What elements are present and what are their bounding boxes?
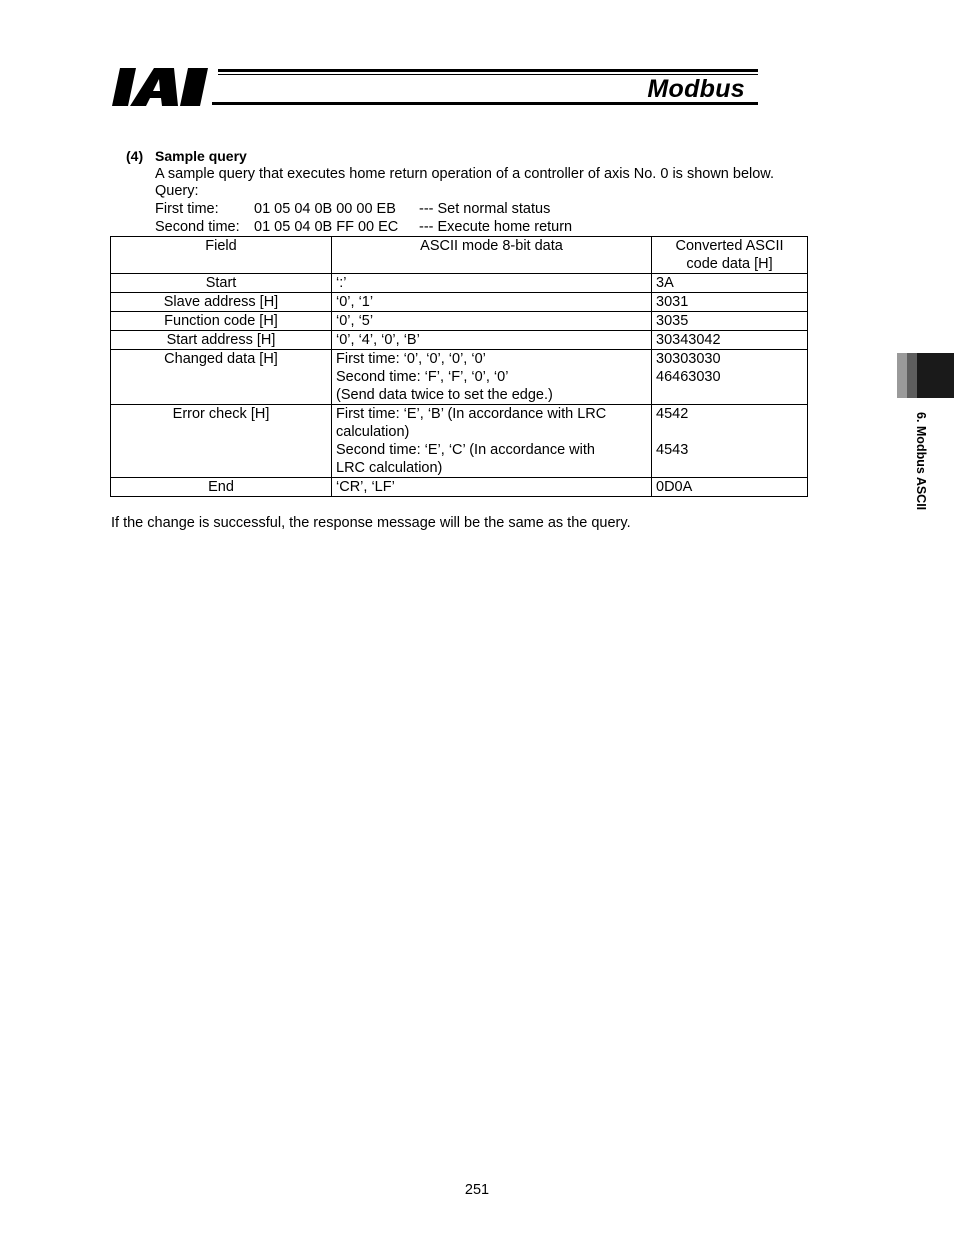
cell-field: Slave address [H] [111, 293, 332, 312]
table-row [111, 274, 808, 293]
query-first-label: First time: [155, 201, 219, 217]
query-first-note: --- Set normal status [419, 201, 551, 217]
header-field: Field [111, 237, 332, 274]
table-row [111, 350, 808, 405]
table-row [111, 331, 808, 350]
query-table [110, 236, 808, 497]
section-title: Sample query [155, 148, 247, 164]
table-header-row [111, 237, 808, 274]
header-rule-top [218, 69, 758, 72]
cell-converted: 30343042 [652, 331, 808, 350]
query-second-label: Second time: [155, 219, 240, 235]
cell-converted: 30303030 46463030 [652, 350, 808, 405]
cell-field: Changed data [H] [111, 350, 332, 405]
cell-converted: 3035 [652, 312, 808, 331]
cell-converted: 3031 [652, 293, 808, 312]
query-second-note: --- Execute home return [419, 219, 573, 235]
header-ascii: ASCII mode 8-bit data [332, 237, 652, 274]
chapter-tab [897, 353, 954, 398]
cell-ascii: ‘0’, ‘1’ [332, 293, 652, 312]
header-title: Modbus [647, 75, 745, 103]
table-row [111, 293, 808, 312]
response-note: If the change is successful, the response message will be the same as the query. [111, 515, 631, 531]
cell-field: Function code [H] [111, 312, 332, 331]
cell-converted: 3A [652, 274, 808, 293]
header-converted: Converted ASCII code data [H] [652, 237, 808, 274]
cell-ascii: ‘CR’, ‘LF’ [332, 478, 652, 497]
query-label: Query: [155, 183, 199, 199]
page-number: 251 [464, 1182, 490, 1198]
query-second-code: 01 05 04 0B FF 00 EC [254, 219, 399, 235]
cell-ascii: ‘0’, ‘5’ [332, 312, 652, 331]
section-description: A sample query that executes home return operation of a controller of axis No. 0 is shown below. [155, 166, 775, 182]
cell-field: Start [111, 274, 332, 293]
cell-field: Start address [H] [111, 331, 332, 350]
table-row [111, 478, 808, 497]
cell-field: End [111, 478, 332, 497]
iai-logo [112, 66, 216, 108]
cell-ascii: ‘0’, ‘4’, ‘0’, ‘B’ [332, 331, 652, 350]
chapter-tab-label: 6. Modbus ASCII [914, 412, 928, 511]
table-row [111, 405, 808, 478]
cell-ascii: ‘:’ [332, 274, 652, 293]
cell-converted: 4542 4543 [652, 405, 808, 478]
section-number: (4) [126, 148, 144, 164]
query-first-code: 01 05 04 0B 00 00 EB [254, 201, 396, 217]
cell-ascii: First time: ‘0’, ‘0’, ‘0’, ‘0’ Second time: ‘F’, ‘F’, ‘0’, ‘0’ (Send data twice to set the edge.) [332, 350, 652, 405]
cell-converted: 0D0A [652, 478, 808, 497]
cell-field: Error check [H] [111, 405, 332, 478]
cell-ascii: First time: ‘E’, ‘B’ (In accordance with LRC calculation) Second time: ‘E’, ‘C’ (In accordance with LRC calculation) [332, 405, 652, 478]
table-row [111, 312, 808, 331]
